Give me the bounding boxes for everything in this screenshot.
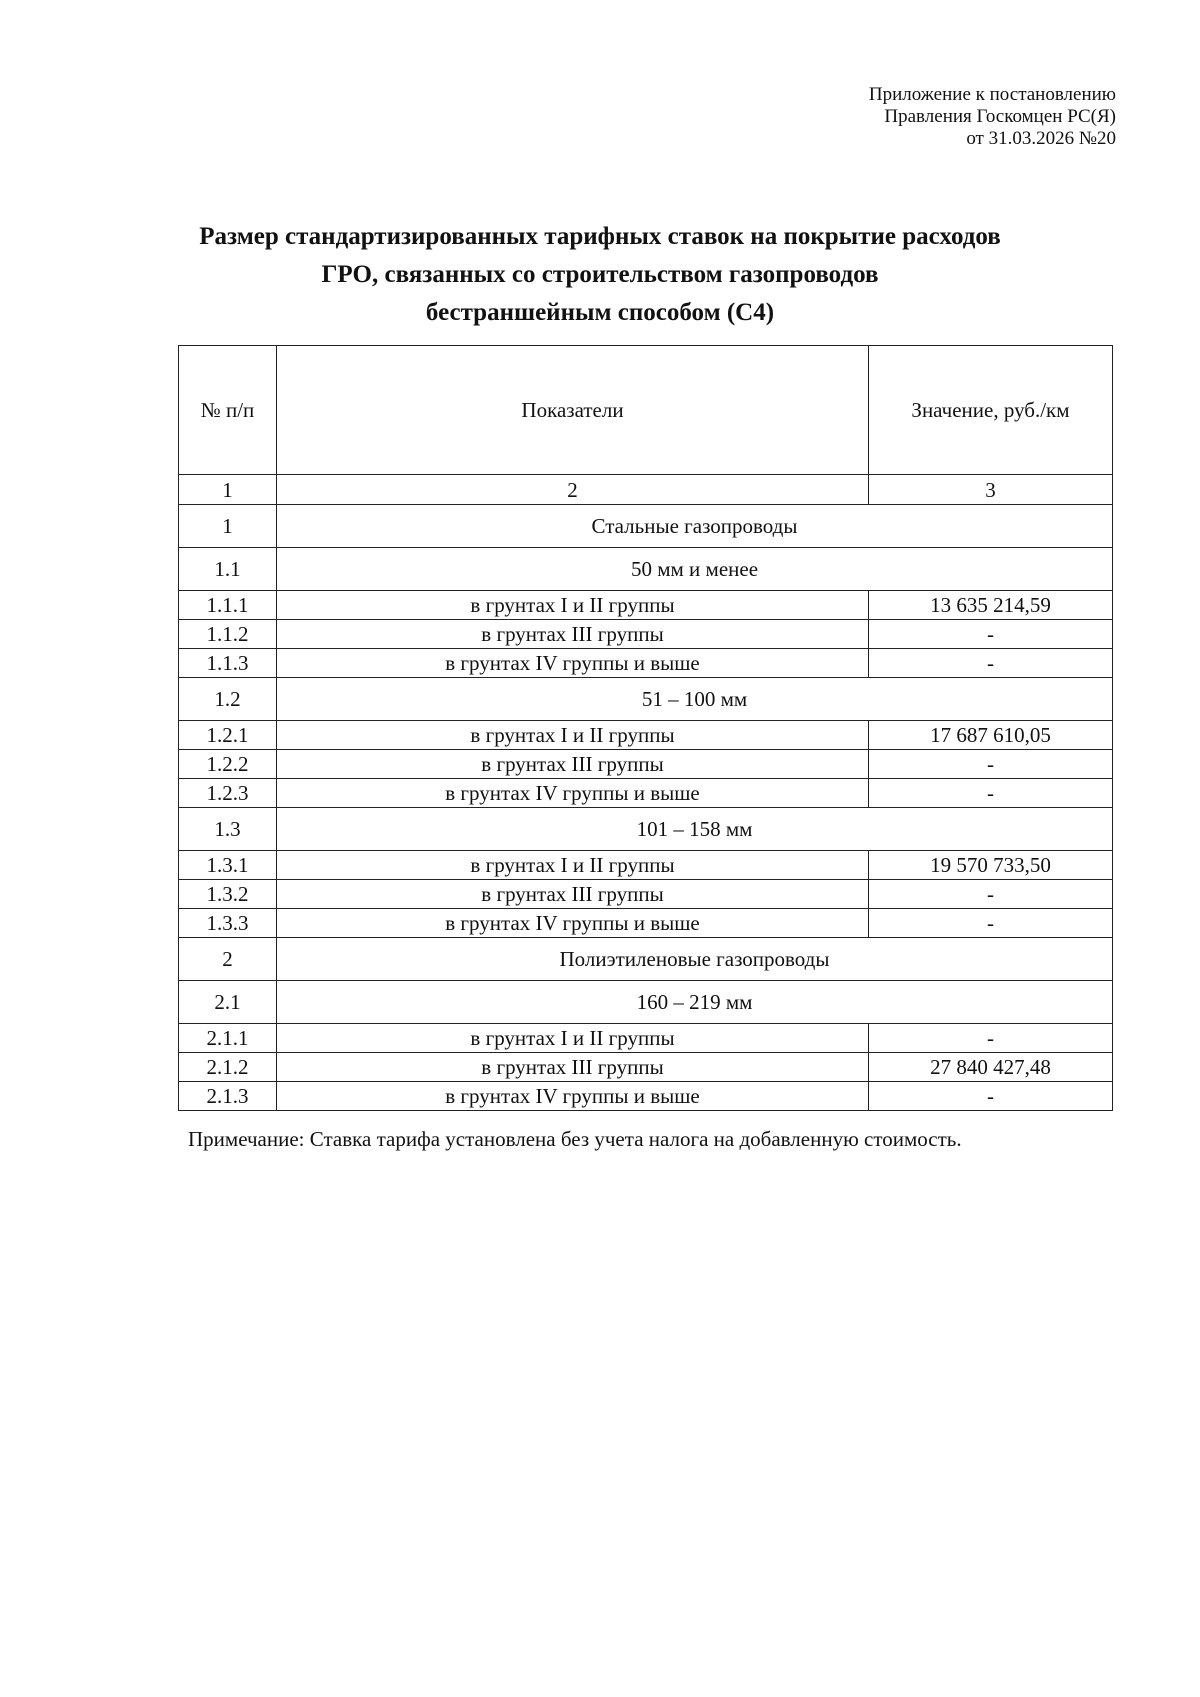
section-label-cell: 50 мм и менее [277, 548, 1113, 591]
table-row [179, 750, 1113, 779]
appendix-line-2: Правления Госкомцен РС(Я) [884, 106, 1116, 127]
value-cell: 19 570 733,50 [869, 851, 1113, 880]
value-cell: - [869, 620, 1113, 649]
row-number-cell: 2.1 [179, 981, 277, 1024]
appendix-line-3: от 31.03.2026 №20 [966, 128, 1116, 149]
section-row [179, 938, 1113, 981]
table-row [179, 620, 1113, 649]
section-label-cell: 51 – 100 мм [277, 678, 1113, 721]
section-row [179, 981, 1113, 1024]
section-row [179, 678, 1113, 721]
row-number-cell: 2 [179, 938, 277, 981]
document-title [140, 218, 1060, 332]
table-row [179, 1082, 1113, 1111]
value-cell: - [869, 779, 1113, 808]
indicator-cell: в грунтах III группы [277, 620, 869, 649]
table-row [179, 721, 1113, 750]
row-number-cell: 1.1 [179, 548, 277, 591]
row-number-cell: 1.2.3 [179, 779, 277, 808]
indicator-cell: в грунтах I и II группы [277, 1024, 869, 1053]
section-label-cell: Полиэтиленовые газопроводы [277, 938, 1113, 981]
appendix-header [869, 84, 1116, 150]
row-number-cell: 2.1.2 [179, 1053, 277, 1082]
header-value-cell: Значение, руб./км [869, 346, 1113, 475]
row-number-cell: 1.1.3 [179, 649, 277, 678]
header-indicator-cell: Показатели [277, 346, 869, 475]
value-cell: 13 635 214,59 [869, 591, 1113, 620]
value-cell: - [869, 880, 1113, 909]
tariff-table [178, 345, 1113, 1111]
indicator-cell: в грунтах I и II группы [277, 591, 869, 620]
row-number-cell: 1.3.2 [179, 880, 277, 909]
row-number-cell: 2.1.3 [179, 1082, 277, 1111]
indicator-cell: в грунтах I и II группы [277, 721, 869, 750]
section-label-cell: Стальные газопроводы [277, 505, 1113, 548]
section-label-cell: 101 – 158 мм [277, 808, 1113, 851]
indicator-cell: в грунтах IV группы и выше [277, 1082, 869, 1111]
value-cell: - [869, 1082, 1113, 1111]
value-cell: - [869, 649, 1113, 678]
value-cell: - [869, 750, 1113, 779]
indicator-cell: в грунтах IV группы и выше [277, 779, 869, 808]
table-row [179, 779, 1113, 808]
table-row [179, 649, 1113, 678]
row-number-cell: 1.3.3 [179, 909, 277, 938]
column-number-cell: 2 [277, 475, 869, 505]
value-cell: 27 840 427,48 [869, 1053, 1113, 1082]
row-number-cell: 1.1.2 [179, 620, 277, 649]
table-row [179, 1053, 1113, 1082]
table-row [179, 591, 1113, 620]
table-row [179, 880, 1113, 909]
row-number-cell: 1.1.1 [179, 591, 277, 620]
row-number-cell: 1.2 [179, 678, 277, 721]
title-line-3: бестраншейным способом (С4) [425, 299, 775, 326]
row-number-cell: 1.3 [179, 808, 277, 851]
section-row [179, 808, 1113, 851]
column-number-cell: 3 [869, 475, 1113, 505]
value-cell: - [869, 1024, 1113, 1053]
row-number-cell: 1.3.1 [179, 851, 277, 880]
table-header-row [179, 346, 1113, 475]
section-row [179, 505, 1113, 548]
table-row [179, 909, 1113, 938]
title-line-2: ГРО, связанных со строительством газопроводов [321, 261, 879, 288]
table-row [179, 851, 1113, 880]
indicator-cell: в грунтах I и II группы [277, 851, 869, 880]
footnote: Примечание: Ставка тарифа установлена без учета налога на добавленную стоимость. [188, 1127, 962, 1151]
row-number-cell: 1.2.1 [179, 721, 277, 750]
column-number-cell: 1 [179, 475, 277, 505]
row-number-cell: 2.1.1 [179, 1024, 277, 1053]
header-num-cell: № п/п [179, 346, 277, 475]
row-number-cell: 1.2.2 [179, 750, 277, 779]
appendix-line-1: Приложение к постановлению [868, 84, 1116, 105]
indicator-cell: в грунтах III группы [277, 750, 869, 779]
table-row [179, 1024, 1113, 1053]
indicator-cell: в грунтах IV группы и выше [277, 649, 869, 678]
value-cell: 17 687 610,05 [869, 721, 1113, 750]
indicator-cell: в грунтах IV группы и выше [277, 909, 869, 938]
section-label-cell: 160 – 219 мм [277, 981, 1113, 1024]
value-cell: - [869, 909, 1113, 938]
column-number-row [179, 475, 1113, 505]
title-line-1: Размер стандартизированных тарифных ставок на покрытие расходов [199, 223, 1001, 250]
row-number-cell: 1 [179, 505, 277, 548]
indicator-cell: в грунтах III группы [277, 1053, 869, 1082]
indicator-cell: в грунтах III группы [277, 880, 869, 909]
section-row [179, 548, 1113, 591]
